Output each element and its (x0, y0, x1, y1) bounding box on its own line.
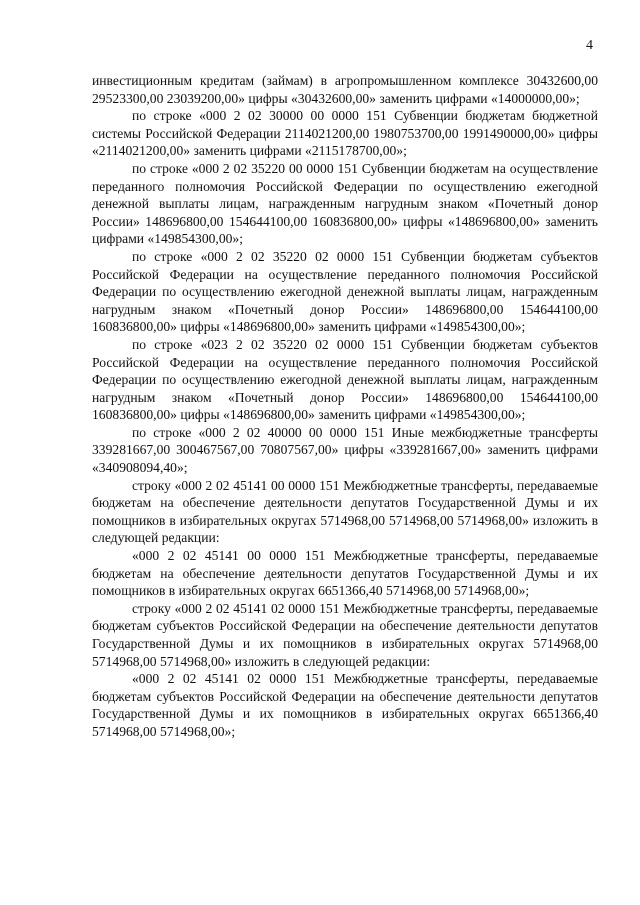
paragraph-4: по строке «000 2 02 35220 02 0000 151 Субвенции бюджетам субъектов Российской Федерации на осуществление переданного полномочия Российской Федерации по осуществлению ежегодной денежной выплаты лицам, награжденным нагрудным знаком «Почетный донор России» 148696800,00 154644100,00 160836800,00» цифры «148696800,00» заменить цифрами «149854300,00»; (92, 248, 598, 335)
paragraph-7: строку «000 2 02 45141 00 0000 151 Межбюджетные трансферты, передаваемые бюджетам на обеспечение деятельности депутатов Государственной Думы и их помощников в избирательных округах 5714968,00 5714968,00 5714968,00» изложить в следующей редакции: (92, 477, 598, 546)
paragraph-5: по строке «023 2 02 35220 02 0000 151 Субвенции бюджетам субъектов Российской Федерации на осуществление переданного полномочия Российской Федерации по осуществлению ежегодной денежной выплаты лицам, награжденным нагрудным знаком «Почетный донор России» 148696800,00 154644100,00 160836800,00» цифры «148696800,00» заменить цифрами «149854300,00»; (92, 336, 598, 423)
paragraph-6: по строке «000 2 02 40000 00 0000 151 Иные межбюджетные трансферты 339281667,00 300467567,00 70807567,00» цифры «339281667,00» заменить цифрами «340908094,40»; (92, 424, 598, 476)
paragraph-1: инвестиционным кредитам (займам) в агропромышленном комплексе 30432600,00 29523300,00 23039200,00» цифры «30432600,00» заменить цифрами «14000000,00»; (92, 73, 598, 106)
paragraph-3: по строке «000 2 02 35220 00 0000 151 Субвенции бюджетам на осуществление переданного полномочия Российской Федерации по осуществлению ежегодной денежной выплаты лицам, награжденным нагрудным знаком «Почетный донор России» 148696800,00 154644100,00 160836800,00» цифры «148696800,00» заменить цифрами «149854300,00»; (92, 160, 598, 247)
page-number: 4 (586, 38, 593, 53)
document-body (92, 72, 598, 741)
paragraph-8: «000 2 02 45141 00 0000 151 Межбюджетные трансферты, передаваемые бюджетам на обеспечение деятельности депутатов Государственной Думы и их помощников в избирательных округах 6651366,40 5714968,00 5714968,00»; (92, 548, 598, 599)
paragraph-2: по строке «000 2 02 30000 00 0000 151 Субвенции бюджетам бюджетной системы Российской Федерации 2114021200,00 1980753700,00 1991490000,00» цифры «2114021200,00» заменить цифрами «2115178700,00»; (92, 108, 598, 159)
paragraph-10: «000 2 02 45141 02 0000 151 Межбюджетные трансферты, передаваемые бюджетам субъектов Российской Федерации на обеспечение деятельности депутатов Государственной Думы и их помощников в избирательных округах 6651366,40 5714968,00 5714968,00»; (92, 671, 598, 739)
paragraph-9: строку «000 2 02 45141 02 0000 151 Межбюджетные трансферты, передаваемые бюджетам субъектов Российской Федерации на обеспечение деятельности депутатов Государственной Думы и их помощников в избирательных округах 5714968,00 5714968,00 5714968,00» изложить в следующей редакции: (92, 600, 598, 669)
